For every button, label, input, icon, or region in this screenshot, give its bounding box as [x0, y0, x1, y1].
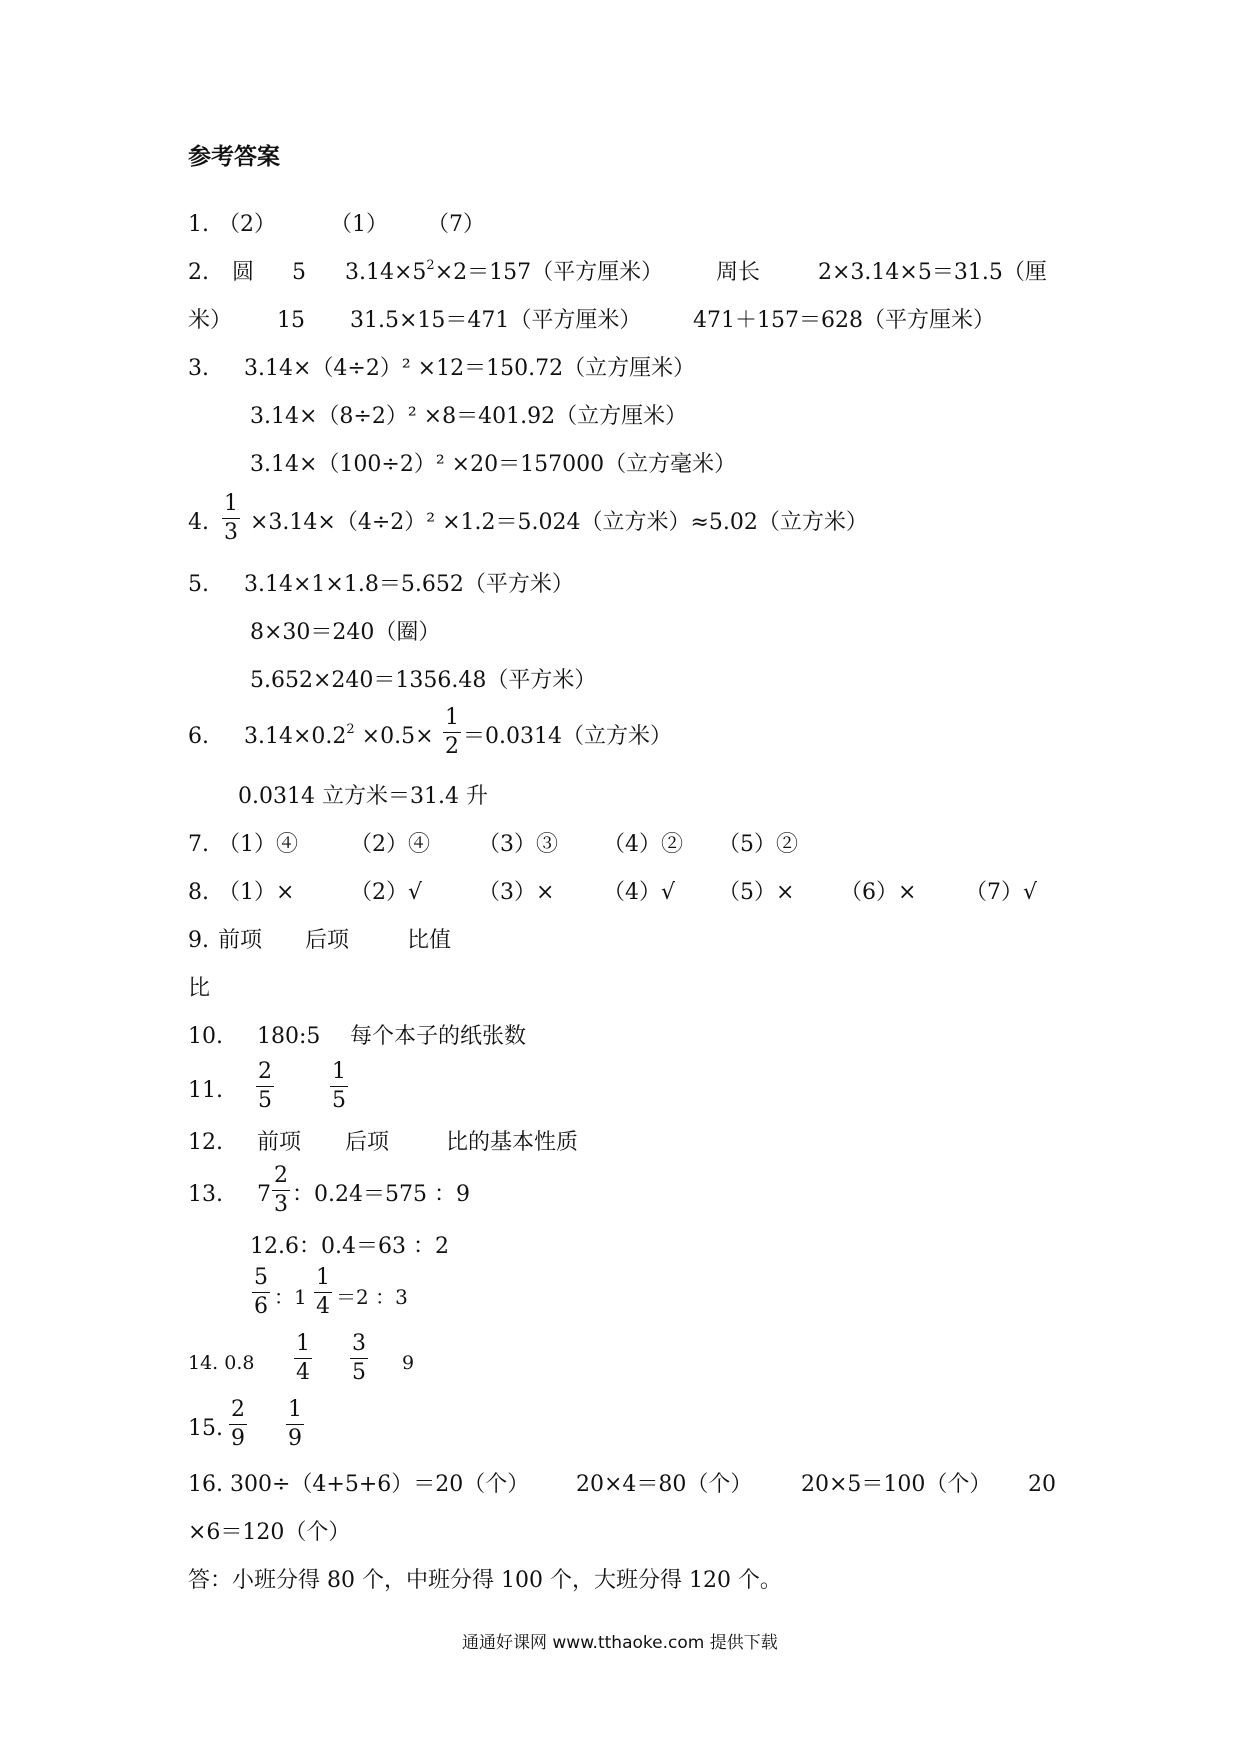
answer-7-item: （2）④: [350, 832, 430, 857]
answer-16-c: 20×5＝100（个）: [801, 1472, 992, 1497]
answer-8-number: 8.: [188, 880, 209, 905]
answer-2-number: 2.: [188, 260, 209, 285]
answer-14-number: 14. 0.8: [188, 1352, 255, 1374]
answer-13-l3-end: ＝2 ：3: [336, 1285, 408, 1309]
answer-8-item: （6）×: [840, 880, 917, 905]
fraction: 1 3: [224, 491, 238, 545]
answer-5-l2: 8×30＝240（圈）: [250, 620, 441, 645]
answer-3-l3: 3.14×（100÷2）² ×20＝157000（立方毫米）: [250, 452, 737, 477]
answer-2-d: 周长: [716, 260, 761, 285]
answer-15-number: 15.: [188, 1416, 223, 1441]
fraction: 3 5: [352, 1331, 366, 1385]
answer-2-i: 471＋157＝628（平方厘米）: [693, 308, 995, 333]
answer-2-b: 5: [292, 260, 306, 285]
answer-13-l3-mid: ：1: [274, 1285, 307, 1309]
answer-2-g: 15: [277, 308, 305, 333]
answer-2-h: 31.5×15＝471（平方厘米）: [350, 308, 642, 333]
answer-10-number: 10.: [188, 1024, 223, 1049]
fraction: 1 5: [332, 1059, 346, 1113]
answer-3-l1: 3.14×（4÷2）² ×12＝150.72（立方厘米）: [244, 356, 696, 381]
answer-6-a: $3.14\times 0.2^2 \times 0.5\times$: [244, 722, 434, 749]
answer-8-item: （1）×: [218, 880, 295, 905]
answer-7-item: （4）②: [603, 832, 683, 857]
answer-8-item: （7）√: [965, 880, 1038, 905]
fraction: 1 2: [445, 705, 459, 759]
fraction: 1 4: [316, 1265, 330, 1319]
answer-12-b: 后项: [345, 1130, 390, 1155]
answer-8-item: （4）√: [603, 880, 676, 905]
answer-1-b: （1）: [330, 212, 388, 237]
answer-16-b: 20×4＝80（个）: [576, 1472, 753, 1497]
answer-16-a: 300÷（4+5+6）＝20（个）: [230, 1472, 530, 1497]
answer-2-c: $3.14\times 5^2\times 2=157$（平方厘米）: [345, 258, 664, 285]
answer-16-number: 16.: [188, 1472, 223, 1497]
page-title: 参考答案: [188, 144, 280, 170]
answer-2-f: 米）: [188, 308, 233, 333]
page-footer: 通通好课网 www.tthaoke.com 提供下载: [462, 1633, 778, 1653]
answer-13-r1: ：0.24＝575 ：9: [292, 1182, 470, 1207]
answer-8-item: （2）√: [350, 880, 423, 905]
answer-12-a: 前项: [257, 1130, 302, 1155]
answer-14-e: 9: [402, 1352, 415, 1374]
answer-5-l3: 5.652×240＝1356.48（平方米）: [250, 668, 597, 693]
answer-1-a: （2）: [218, 212, 276, 237]
answer-5-l1: 3.14×1×1.8＝5.652（平方米）: [244, 572, 574, 597]
answer-4-rest: ×3.14×（4÷2）² ×1.2＝5.024（立方米）≈5.02（立方米）: [250, 510, 868, 535]
answer-6-a3: ＝0.0314（立方米）: [463, 724, 672, 749]
answer-13-whole: 7: [257, 1182, 271, 1207]
answer-7-item: （5）②: [718, 832, 798, 857]
answer-2-e: 2×3.14×5＝31.5（厘: [818, 260, 1047, 285]
answer-16-ans: 答：小班分得 80 个，中班分得 100 个，大班分得 120 个。: [188, 1568, 782, 1593]
fraction: 2 3: [274, 1163, 288, 1217]
fraction: 5 6: [254, 1265, 268, 1319]
fraction: 1 9: [288, 1397, 302, 1451]
answer-3-l2: 3.14×（8÷2）² ×8＝401.92（立方厘米）: [250, 404, 688, 429]
answer-7-number: 7.: [188, 832, 209, 857]
answer-13-number: 13.: [188, 1182, 223, 1207]
fraction: 2 5: [258, 1059, 272, 1113]
answer-2-a: 圆: [232, 260, 255, 285]
answer-9-l2: 比: [188, 976, 211, 1001]
answer-9-c: 比值: [407, 928, 452, 953]
answer-16-d: 20: [1028, 1472, 1056, 1497]
answer-10-a: 180:5: [257, 1024, 321, 1049]
answer-6-number: 6.: [188, 724, 209, 749]
answer-9-number: 9.: [188, 928, 209, 953]
answer-12-number: 12.: [188, 1130, 223, 1155]
answer-7-item: （3）③: [478, 832, 558, 857]
answer-1-c: （7）: [427, 212, 485, 237]
answer-10-b: 每个本子的纸张数: [350, 1024, 527, 1049]
answer-6-l2: 0.0314 立方米＝31.4 升: [238, 784, 488, 809]
answer-3-number: 3.: [188, 356, 209, 381]
answer-12-c: 比的基本性质: [446, 1130, 579, 1155]
fraction: 1 4: [296, 1331, 310, 1385]
answer-4-number: 4.: [188, 510, 209, 535]
answer-9-a: 前项: [218, 928, 263, 953]
answer-9-b: 后项: [305, 928, 350, 953]
answer-16-l2: ×6＝120（个）: [188, 1520, 351, 1545]
answer-1-number: 1.: [188, 212, 209, 237]
answer-7-item: （1）④: [218, 832, 298, 857]
answer-8-item: （3）×: [478, 880, 555, 905]
answer-11-number: 11.: [188, 1078, 223, 1103]
answer-8-item: （5）×: [718, 880, 795, 905]
answer-5-number: 5.: [188, 572, 209, 597]
answer-13-l2: 12.6：0.4＝63 ：2: [250, 1234, 449, 1259]
fraction: 2 9: [231, 1397, 245, 1451]
